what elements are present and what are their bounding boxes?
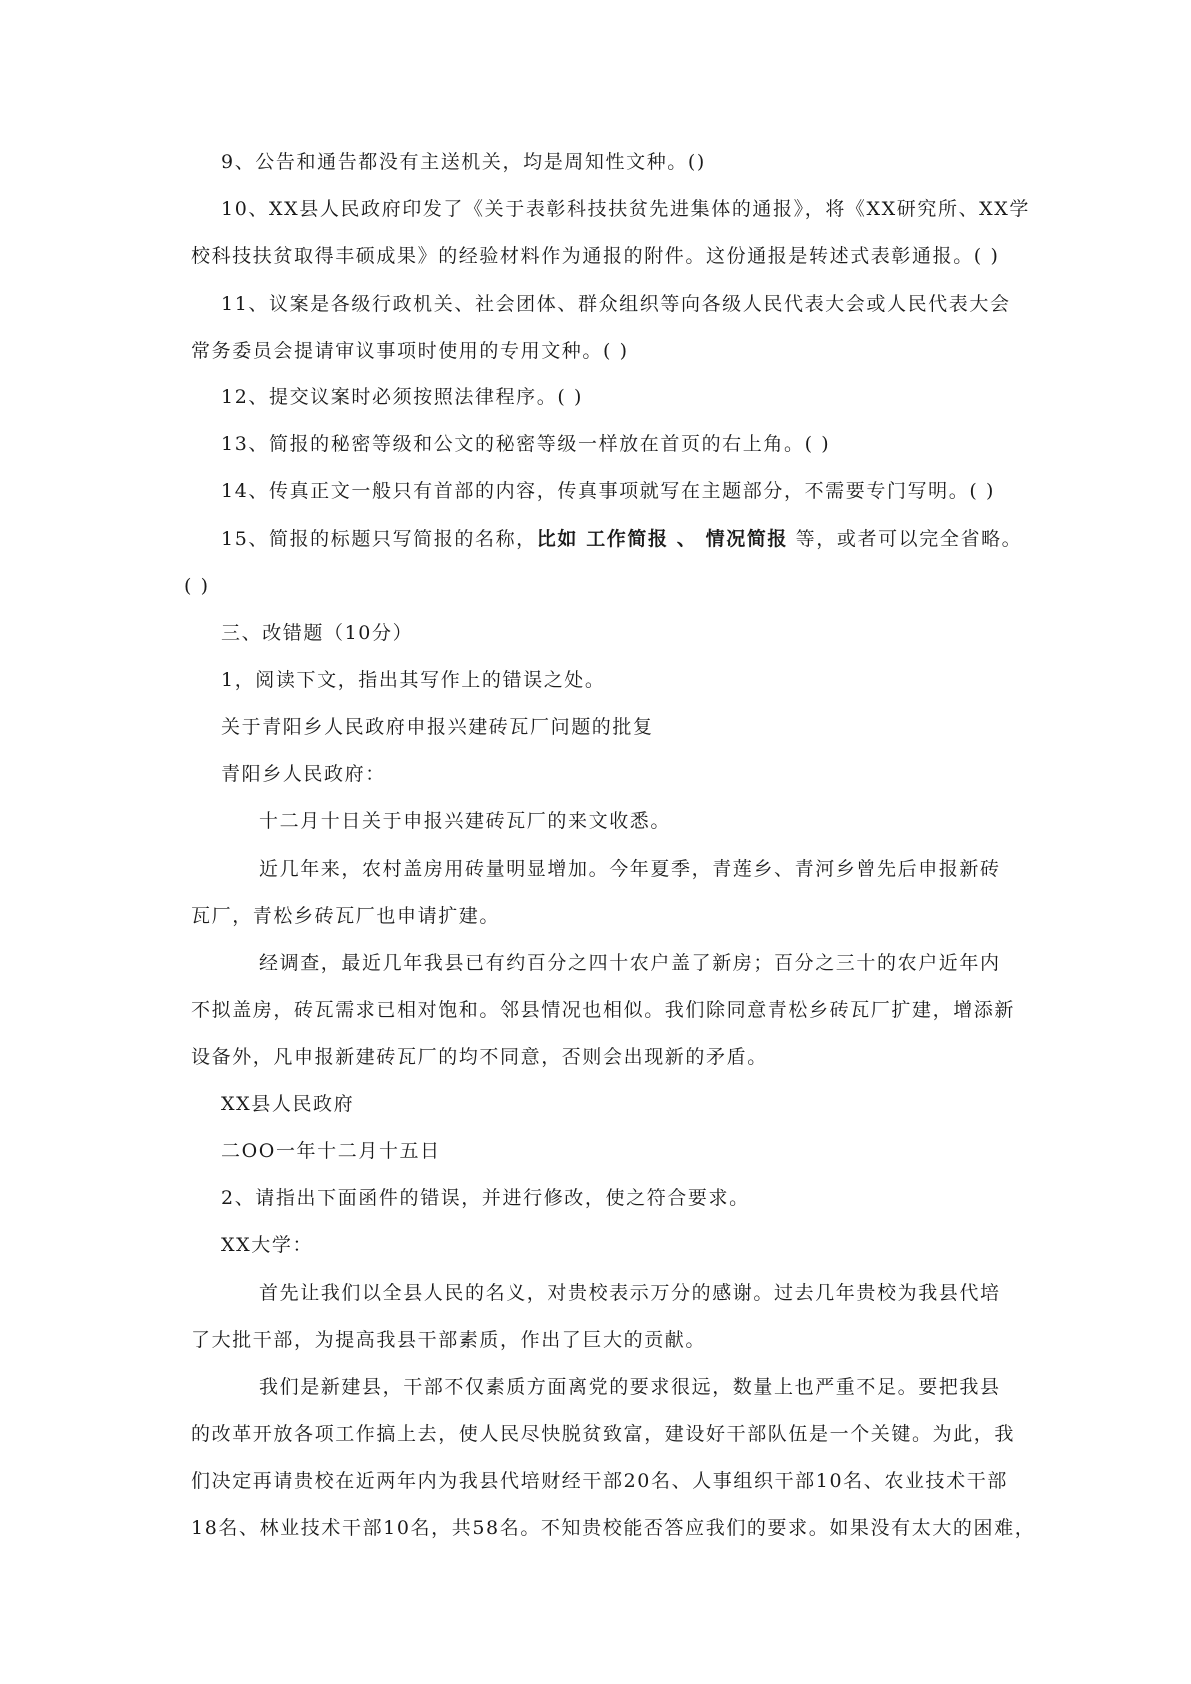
question-15-line-2: ( ) bbox=[184, 575, 210, 597]
letter-paragraph-2-line-4: 18名、林业技术干部10名，共58名。不知贵校能否答应我们的要求。如果没有太大的困难， bbox=[191, 1517, 1036, 1539]
question-14: 14、传真正文一般只有首部的内容，传真事项就写在主题部分，不需要专门写明。( ) bbox=[221, 480, 996, 502]
section-3-heading: 三、改错题（10分） bbox=[221, 622, 414, 644]
reply-paragraph-2-line-2: 瓦厂，青松乡砖瓦厂也申请扩建。 bbox=[191, 905, 501, 927]
question-11-line-2: 常务委员会提请审议事项时使用的专用文种。( ) bbox=[191, 340, 629, 362]
question-11-line-1: 11、议案是各级行政机关、社会团体、群众组织等向各级人民代表大会或人民代表大会 bbox=[221, 293, 1011, 315]
question-12: 12、提交议案时必须按照法律程序。( ) bbox=[221, 386, 584, 408]
question-15-text-a: 15、简报的标题只写简报的名称， bbox=[221, 528, 537, 550]
reply-paragraph-3-line-2: 不拟盖房，砖瓦需求已相对饱和。邻县情况也相似。我们除同意青松乡砖瓦厂扩建，增添新 bbox=[191, 999, 1016, 1021]
letter-paragraph-1-line-2: 了大批干部，为提高我县干部素质，作出了巨大的贡献。 bbox=[191, 1329, 707, 1351]
letter-paragraph-2-line-3: 们决定再请贵校在近两年内为我县代培财经干部20名、人事组织干部10名、农业技术干部 bbox=[191, 1470, 1008, 1492]
task-2-instruction: 2、请指出下面函件的错误，并进行修改，使之符合要求。 bbox=[221, 1187, 750, 1209]
reply-paragraph-3-line-3: 设备外，凡申报新建砖瓦厂的均不同意，否则会出现新的矛盾。 bbox=[191, 1046, 768, 1068]
letter-addressee: XX大学： bbox=[221, 1234, 314, 1256]
reply-paragraph-3-line-1: 经调查，最近几年我县已有约百分之四十农户盖了新房；百分之三十的农户近年内 bbox=[259, 952, 1001, 974]
question-13: 13、简报的秘密等级和公文的秘密等级一样放在首页的右上角。( ) bbox=[221, 433, 831, 455]
reply-signature: XX县人民政府 bbox=[221, 1093, 355, 1115]
question-15-line-1 bbox=[221, 527, 1022, 551]
reply-paragraph-1: 十二月十日关于申报兴建砖瓦厂的来文收悉。 bbox=[259, 810, 672, 832]
reply-date: 二OO一年十二月十五日 bbox=[221, 1140, 441, 1162]
reply-paragraph-2-line-1: 近几年来，农村盖房用砖量明显增加。今年夏季，青莲乡、青河乡曾先后申报新砖 bbox=[259, 858, 1001, 880]
task-1-instruction: 1，阅读下文，指出其写作上的错误之处。 bbox=[221, 669, 606, 691]
reply-addressee: 青阳乡人民政府： bbox=[221, 763, 386, 785]
question-10-line-2: 校科技扶贫取得丰硕成果》的经验材料作为通报的附件。这份通报是转述式表彰通报。( ) bbox=[191, 245, 1000, 267]
letter-paragraph-2-line-2: 的改革开放各项工作搞上去，使人民尽快脱贫致富，建设好干部队伍是一个关键。为此，我 bbox=[191, 1423, 1016, 1445]
question-9: 9、公告和通告都没有主送机关，均是周知性文种。() bbox=[221, 151, 706, 173]
question-15-examples: 比如 工作简报 、 情况简报 bbox=[536, 528, 789, 550]
reply-title: 关于青阳乡人民政府申报兴建砖瓦厂问题的批复 bbox=[221, 716, 654, 738]
question-10-line-1: 10、XX县人民政府印发了《关于表彰科技扶贫先进集体的通报》，将《XX研究所、XX学 bbox=[221, 198, 1031, 220]
letter-paragraph-1-line-1: 首先让我们以全县人民的名义，对贵校表示万分的感谢。过去几年贵校为我县代培 bbox=[259, 1282, 1001, 1304]
question-15-text-c: 等，或者可以完全省略。 bbox=[788, 528, 1023, 550]
letter-paragraph-2-line-1: 我们是新建县，干部不仅素质方面离党的要求很远，数量上也严重不足。要把我县 bbox=[259, 1376, 1001, 1398]
